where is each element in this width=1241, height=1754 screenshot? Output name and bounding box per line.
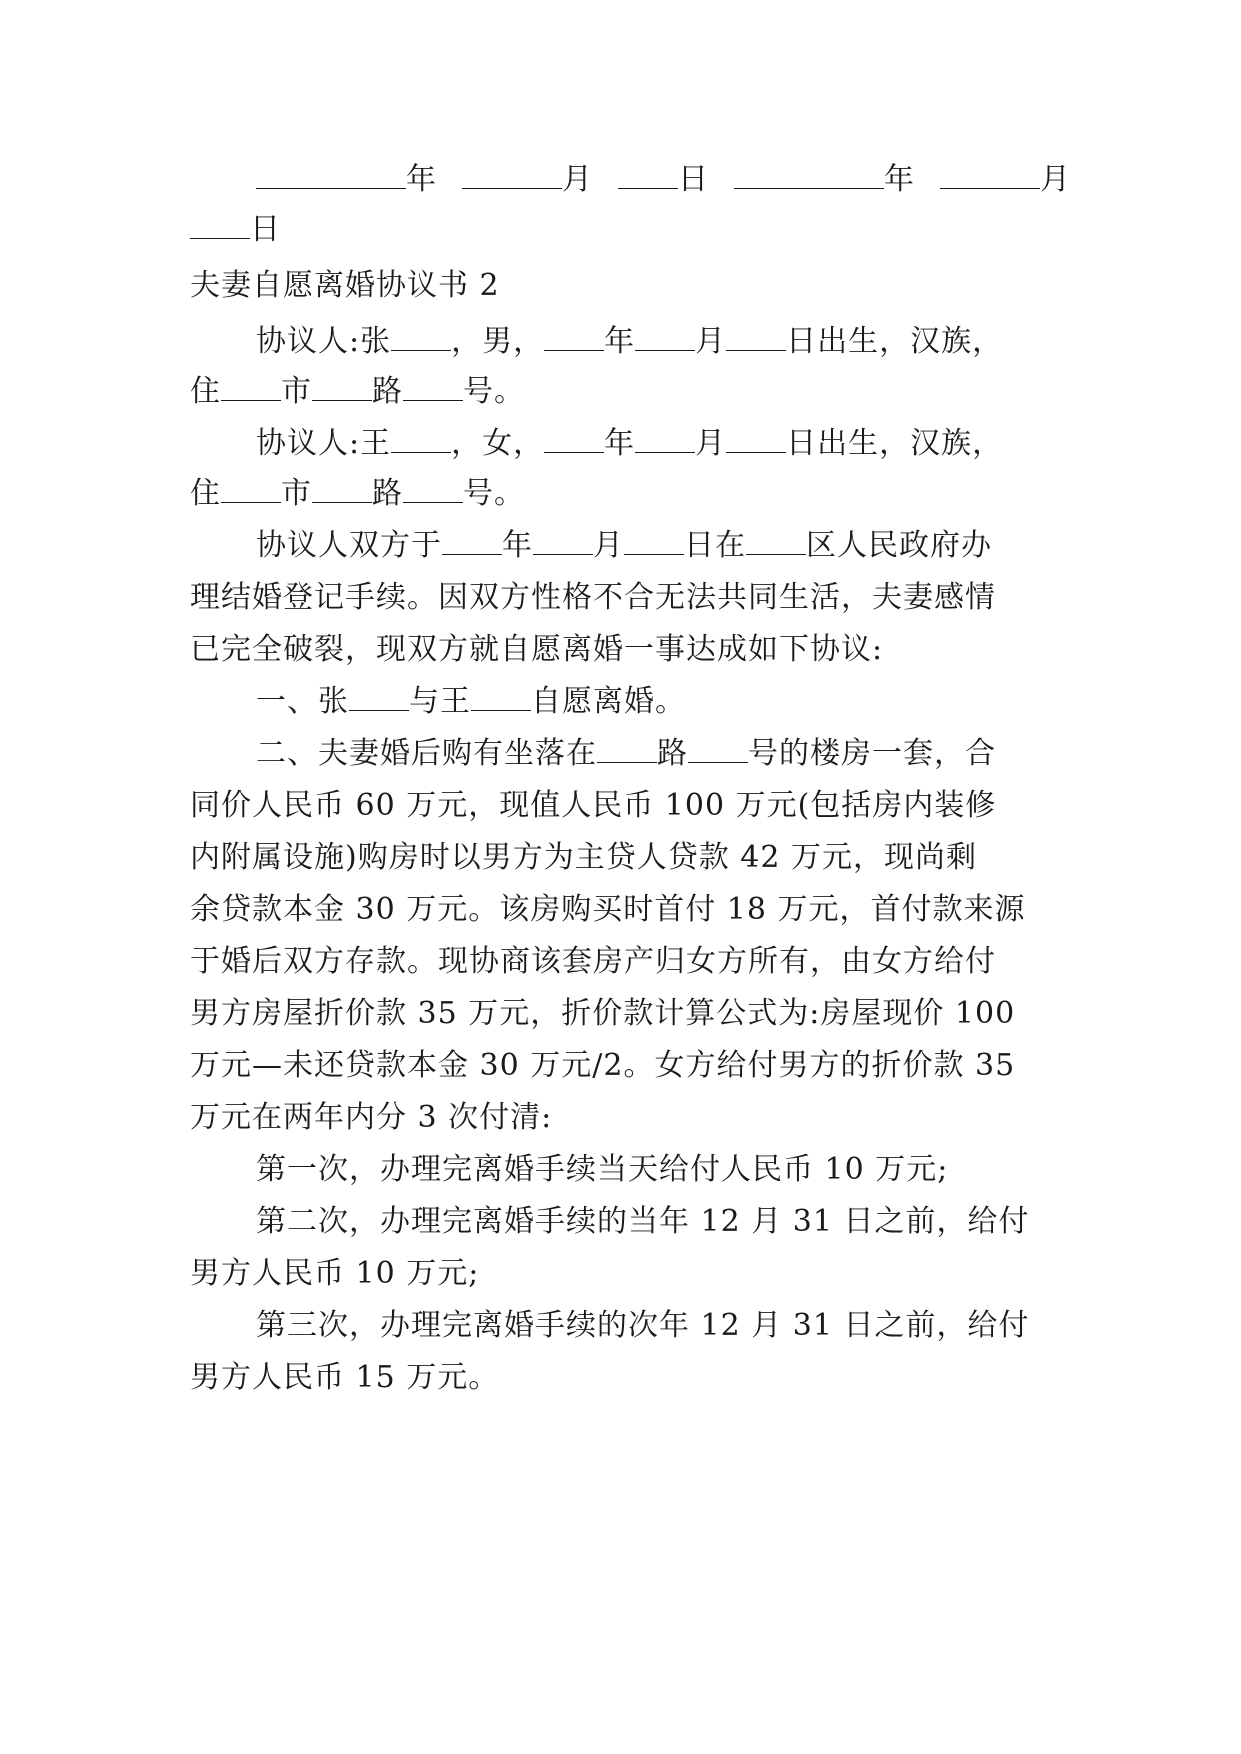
district-label: 区人民政府办 <box>806 528 992 563</box>
name-blank <box>349 682 409 711</box>
signature-date-row-cont <box>190 210 1070 250</box>
day-blank <box>726 424 786 453</box>
city-blank <box>221 474 281 503</box>
payment2-line1: 第二次，办理完离婚手续的当年 12 月 31 日之前，给付 <box>256 1204 1030 1239</box>
intro-text: 协议人双方于 <box>256 528 442 563</box>
signature-date-row <box>256 160 1070 200</box>
day-blank <box>624 526 684 555</box>
month-label: 月 <box>695 426 727 461</box>
year-label: 年 <box>604 324 636 359</box>
date-year-label: 年 <box>406 162 436 197</box>
city-blank <box>221 372 281 401</box>
address-label: 住 <box>190 476 221 511</box>
city-label: 市 <box>281 374 312 409</box>
date-month-label: 月 <box>562 162 592 197</box>
party1-line1 <box>256 322 1070 362</box>
day-blank <box>726 322 786 351</box>
payment3-line2: 男方人民币 15 万元。 <box>190 1360 500 1395</box>
intro-line1 <box>256 526 1070 566</box>
party1-gender: ，男， <box>451 324 545 359</box>
payment1: 第一次，办理完离婚手续当天给付人民币 10 万元; <box>256 1152 949 1187</box>
date-day-label: 日 <box>678 162 708 197</box>
clause2-line5: 于婚后双方存款。现协商该套房产归女方所有，由女方给付 <box>190 944 996 979</box>
address-label: 住 <box>190 374 221 409</box>
month-label: 月 <box>695 324 727 359</box>
date-year-label: 年 <box>884 162 914 197</box>
clause2-text: 二、夫妻婚后购有坐落在 <box>256 736 597 771</box>
year-blank <box>544 424 604 453</box>
road-label: 路 <box>372 374 403 409</box>
clause2-line7: 万元—未还贷款本金 30 万元/2。女方给付男方的折价款 35 <box>190 1048 1016 1083</box>
number-blank <box>403 372 463 401</box>
payment3-line1: 第三次，办理完离婚手续的次年 12 月 31 日之前，给付 <box>256 1308 1030 1343</box>
city-label: 市 <box>281 476 312 511</box>
clause2-line2: 同价人民币 60 万元，现值人民币 100 万元(包括房内装修 <box>190 788 997 823</box>
party2-gender: ，女， <box>451 426 545 461</box>
road-label: 路 <box>372 476 403 511</box>
party2-label: 协议人:王 <box>256 426 392 461</box>
year-label: 年 <box>604 426 636 461</box>
date-blank <box>940 160 1040 189</box>
date-blank <box>462 160 562 189</box>
year-blank <box>544 322 604 351</box>
number-label: 号。 <box>463 374 525 409</box>
clause1-text: 一、张 <box>256 684 349 719</box>
clause2-line8: 万元在两年内分 3 次付清: <box>190 1100 553 1135</box>
date-day-label: 日 <box>250 212 281 247</box>
date-month-label: 月 <box>1040 162 1070 197</box>
road-label: 路 <box>657 736 688 771</box>
road-blank <box>312 474 372 503</box>
month-blank <box>635 424 695 453</box>
payment2-line2: 男方人民币 10 万元; <box>190 1256 480 1291</box>
number-label: 号。 <box>463 476 525 511</box>
clause2-text: 号的楼房一套，合 <box>748 736 996 771</box>
document-title: 夫妻自愿离婚协议书 2 <box>190 268 500 303</box>
clause2-line4: 余贷款本金 30 万元。该房购买时首付 18 万元，首付款来源 <box>190 892 1026 927</box>
district-blank <box>746 526 806 555</box>
clause2-line3: 内附属设施)购房时以男方为主贷人贷款 42 万元，现尚剩 <box>190 840 977 875</box>
name-blank <box>471 682 531 711</box>
clause1 <box>256 682 1070 722</box>
date-blank <box>618 160 678 189</box>
day-label: 日在 <box>684 528 746 563</box>
date-blank <box>734 160 884 189</box>
date-blank <box>190 210 250 239</box>
road-blank <box>597 734 657 763</box>
party1-line2 <box>190 372 1070 412</box>
party1-label: 协议人:张 <box>256 324 392 359</box>
year-blank <box>442 526 502 555</box>
clause2-line6: 男方房屋折价款 35 万元，折价款计算公式为:房屋现价 100 <box>190 996 1016 1031</box>
name-blank <box>391 424 451 453</box>
birth-ethnicity: 日出生，汉族， <box>786 426 1004 461</box>
party2-line1 <box>256 424 1070 464</box>
date-blank <box>256 160 406 189</box>
month-label: 月 <box>593 528 624 563</box>
clause1-text: 自愿离婚。 <box>531 684 686 719</box>
birth-ethnicity: 日出生，汉族， <box>786 324 1004 359</box>
clause1-text: 与王 <box>409 684 471 719</box>
month-blank <box>533 526 593 555</box>
road-blank <box>312 372 372 401</box>
number-blank <box>403 474 463 503</box>
clause2-line1 <box>256 734 1070 774</box>
month-blank <box>635 322 695 351</box>
name-blank <box>391 322 451 351</box>
intro-line3: 已完全破裂，现双方就自愿离婚一事达成如下协议: <box>190 632 884 667</box>
intro-line2: 理结婚登记手续。因双方性格不合无法共同生活，夫妻感情 <box>190 580 996 615</box>
year-label: 年 <box>502 528 533 563</box>
party2-line2 <box>190 474 1070 514</box>
number-blank <box>688 734 748 763</box>
